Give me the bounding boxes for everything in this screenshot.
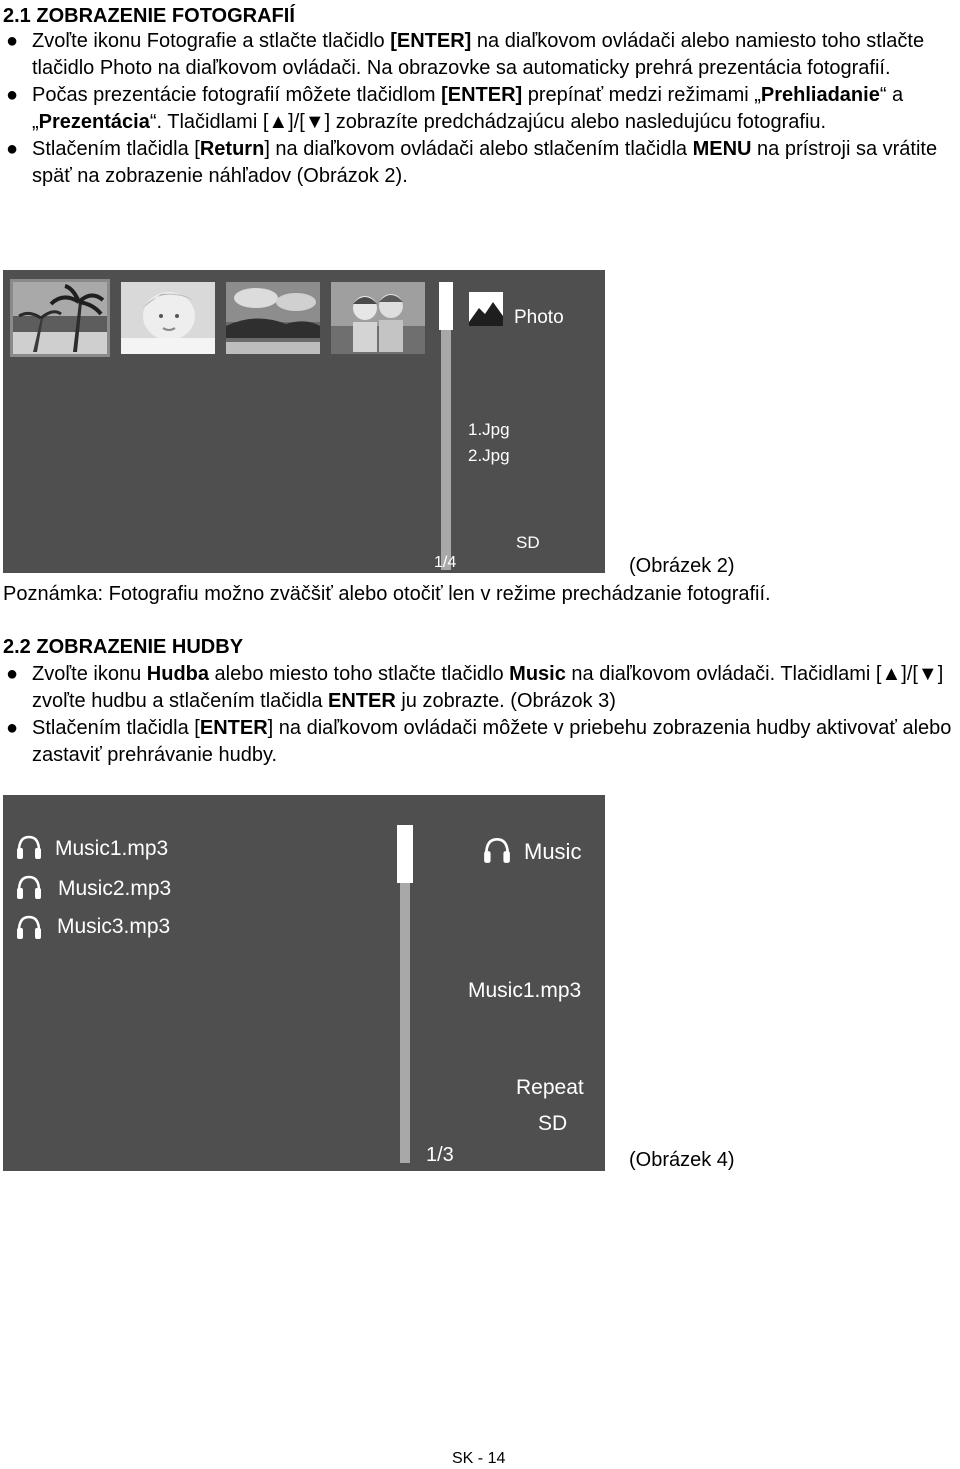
figure-caption-2: (Obrázek 2): [629, 555, 735, 577]
scrollbar-thumb[interactable]: [439, 282, 453, 330]
now-playing: Music1.mp3: [468, 979, 582, 1002]
bullet-text: [32, 138, 937, 187]
emphasis-text: [ENTER]: [390, 30, 472, 52]
photo-image: [331, 282, 425, 354]
bullet-glyph: ●: [6, 30, 19, 52]
bullet-photo-2: [3, 82, 955, 136]
track-item-2[interactable]: Music2.mp3: [58, 877, 172, 900]
mode-title: Music: [524, 839, 582, 864]
body-text: na diaľkovom ovládači alebo namiesto toho stlačte tlačidlo Photo na diaľkovom ovládači. Na obrazovke sa automaticky prehrá prezentácia fotografií.: [32, 30, 925, 79]
body-text: Stlačením tlačidla [: [32, 138, 200, 160]
bullet-text: [32, 30, 924, 79]
photo-browser-screenshot: [3, 270, 605, 573]
headphones-icon: [15, 913, 43, 941]
section-heading-photo: 2.1 ZOBRAZENIE FOTOGRAFIÍ: [3, 5, 295, 27]
thumbnail-kids[interactable]: [331, 282, 425, 354]
source-label: SD: [538, 1112, 568, 1135]
body-text: alebo miesto toho stlačte tlačidlo: [209, 663, 510, 685]
body-text: na diaľkovom ovládači. Tlačidlami [▲]/[▼] zvoľte hudbu a stlačením tlačidla: [32, 663, 944, 712]
body-text: Počas prezentácie fotografií môžete tlačidlom: [32, 84, 442, 106]
photo-image: [226, 282, 320, 354]
bullet-text: [32, 663, 943, 712]
bullet-text: [32, 84, 903, 133]
body-text: Stlačením tlačidla [: [32, 717, 200, 739]
music-browser-screenshot: [3, 795, 605, 1171]
scrollbar-thumb[interactable]: [397, 825, 413, 883]
thumbnail-beach[interactable]: [13, 282, 107, 354]
repeat-mode[interactable]: Repeat: [516, 1076, 584, 1099]
thumbnail-baby[interactable]: [121, 282, 215, 354]
section-heading-music: 2.2 ZOBRAZENIE HUDBY: [3, 636, 244, 658]
emphasis-text: Return: [199, 138, 265, 160]
figure-caption-4: (Obrázek 4): [629, 1149, 735, 1171]
music-instructions: [3, 661, 955, 769]
body-text: na prístroji sa vrátite späť na zobrazenie náhľadov (Obrázok 2).: [32, 138, 938, 187]
body-text: prepínať medzi režimami „: [522, 84, 761, 106]
bullet-photo-3: [3, 136, 955, 190]
emphasis-text: Music: [509, 663, 566, 685]
thumbnail-island[interactable]: [226, 282, 320, 354]
body-text: Zvoľte ikonu Fotografie a stlačte tlačidlo: [32, 30, 391, 52]
file-item-2[interactable]: 2.Jpg: [468, 446, 510, 465]
bullet-glyph: ●: [6, 717, 19, 739]
body-text: “. Tlačidlami [▲]/[▼] zobrazíte predchádzajúcu alebo nasledujúcu fotografiu.: [149, 111, 827, 133]
headphones-icon: [15, 873, 43, 901]
body-text: “ a „: [32, 84, 904, 133]
emphasis-text: [ENTER]: [441, 84, 523, 106]
photo-instructions: [3, 28, 955, 190]
headphones-icon: [15, 833, 43, 861]
bullet-glyph: ●: [6, 663, 19, 685]
emphasis-text: ENTER: [328, 690, 396, 712]
photo-image: [13, 282, 107, 354]
page-indicator: 1/3: [426, 1144, 454, 1166]
bullet-music-2: [3, 715, 955, 769]
bullet-glyph: ●: [6, 138, 19, 160]
mode-title: Photo: [514, 307, 564, 328]
bullet-text: [32, 717, 951, 766]
emphasis-text: Hudba: [146, 663, 209, 685]
photo-icon: [469, 292, 503, 326]
emphasis-text: MENU: [692, 138, 752, 160]
body-text: ] na diaľkovom ovládači alebo stlačením tlačidla: [264, 138, 693, 160]
bullet-glyph: ●: [6, 84, 19, 106]
emphasis-text: Prezentácia: [38, 111, 150, 133]
body-text: ju zobrazte. (Obrázok 3): [395, 690, 616, 712]
body-text: ] na diaľkovom ovládači môžete v priebehu zobrazenia hudby aktivovať alebo zastaviť prehrávanie hudby.: [32, 717, 952, 766]
emphasis-text: Prehliadanie: [760, 84, 880, 106]
bullet-music-1: [3, 661, 955, 715]
headphones-icon: [482, 835, 512, 865]
emphasis-text: ENTER: [199, 717, 268, 739]
body-text: Zvoľte ikonu: [32, 663, 147, 685]
bullet-photo-1: [3, 28, 955, 82]
file-item-1[interactable]: 1.Jpg: [468, 420, 510, 439]
photo-image: [121, 282, 215, 354]
source-label: SD: [516, 533, 540, 552]
page-number: SK - 14: [452, 1450, 506, 1467]
note-text: Poznámka: Fotografiu možno zväčšiť alebo otočiť len v režime prechádzanie fotografií.: [3, 583, 771, 605]
page-indicator: 1/4: [434, 554, 457, 571]
track-item-3[interactable]: Music3.mp3: [57, 915, 171, 938]
track-item-1[interactable]: Music1.mp3: [55, 837, 169, 860]
